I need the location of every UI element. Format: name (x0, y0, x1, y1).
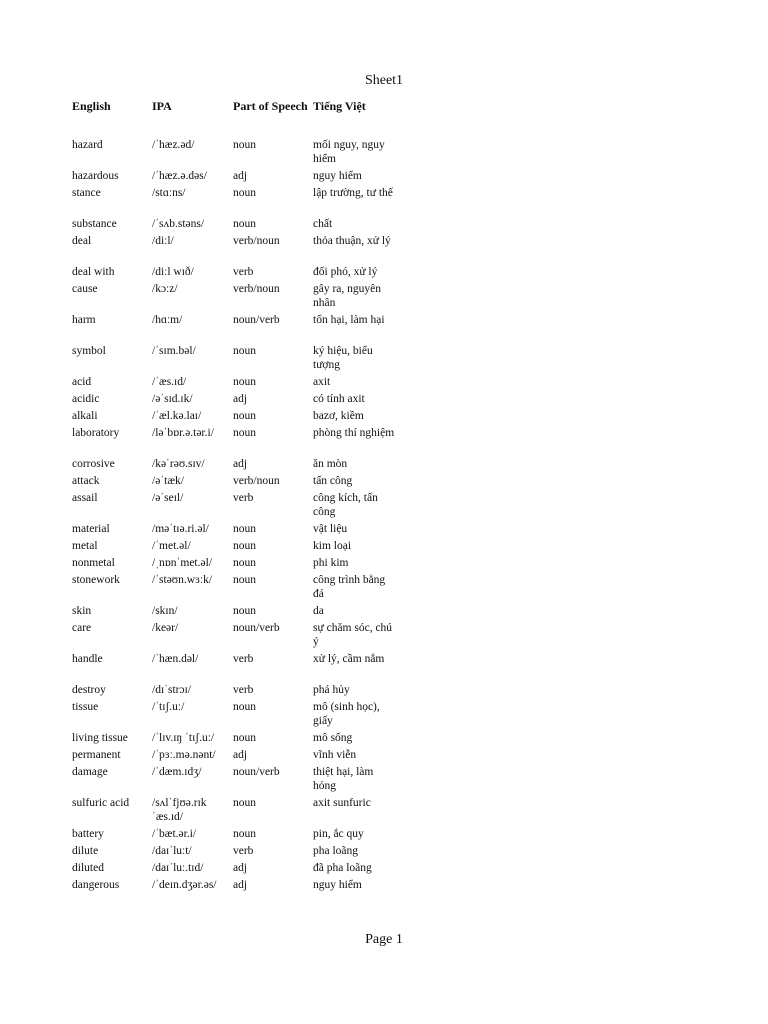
ipa-cell: /diːl wɪð/ (152, 266, 194, 278)
ipa-cell: /ˈpɜː.mə.nənt/ (152, 749, 216, 761)
vietnamese-cell: axit sunfuric (313, 797, 371, 809)
ipa-cell: /diːl/ (152, 235, 174, 247)
part-of-speech-cell: verb (233, 845, 254, 857)
table-row (72, 265, 402, 282)
table-row (72, 861, 402, 878)
vietnamese-cell: phá hủy (313, 684, 350, 696)
vietnamese-cell: nguy hiểm (313, 170, 362, 182)
english-cell: care (72, 622, 92, 634)
table-row (72, 683, 402, 700)
table-row (72, 652, 402, 683)
ipa-cell: /ˈæs.ɪd/ (152, 376, 187, 388)
table-row (72, 731, 402, 748)
ipa-cell: /ˈsɪm.bəl/ (152, 345, 196, 357)
table-row (72, 169, 402, 186)
part-of-speech-cell: verb (233, 492, 254, 504)
table-row (72, 234, 402, 265)
ipa-cell: /ləˈbɒr.ə.tər.i/ (152, 427, 214, 439)
part-of-speech-cell: noun (233, 187, 256, 199)
sheet-title: Sheet1 (364, 73, 404, 88)
part-of-speech-cell: adj (233, 170, 248, 182)
english-cell: harm (72, 314, 96, 326)
table-row (72, 556, 402, 573)
vietnamese-cell: vật liệu (313, 523, 348, 535)
ipa-cell: /ˈdeɪn.dʒər.əs/ (152, 879, 217, 891)
ipa-cell: /stɑːns/ (152, 187, 186, 199)
ipa-cell: /ˈhæn.dəl/ (152, 653, 199, 665)
vietnamese-cell: tấn công (313, 475, 353, 487)
ipa-cell: /ˈsʌb.stəns/ (152, 218, 205, 230)
table-row (72, 796, 402, 827)
part-of-speech-cell: adj (233, 862, 248, 874)
vietnamese-cell: phi kim (313, 557, 349, 569)
page-number: Page 1 (365, 932, 403, 947)
part-of-speech-cell: verb (233, 684, 254, 696)
part-of-speech-cell: noun/verb (233, 622, 280, 634)
vietnamese-cell: lập trường, tư thế (313, 187, 393, 199)
english-cell: corrosive (72, 458, 115, 470)
header-ipa: IPA (152, 99, 172, 113)
vietnamese-cell: mối nguy, nguy hiểm (313, 139, 385, 165)
ipa-cell: /ˈmet.əl/ (152, 540, 191, 552)
ipa-cell: /əˈtæk/ (152, 475, 184, 487)
ipa-cell: /ˈdæm.ɪdʒ/ (152, 766, 202, 778)
table-row (72, 186, 402, 217)
table-row (72, 700, 402, 731)
table-row (72, 409, 402, 426)
ipa-cell: /kəˈrəʊ.sɪv/ (152, 458, 205, 470)
table-row (72, 344, 402, 375)
ipa-cell: /ˈæl.kə.laɪ/ (152, 410, 202, 422)
table-row (72, 827, 402, 844)
ipa-cell: /ˈstəʊn.wɜːk/ (152, 574, 213, 586)
english-cell: symbol (72, 345, 106, 357)
vietnamese-cell: ăn mòn (313, 458, 348, 470)
part-of-speech-cell: noun (233, 427, 256, 439)
ipa-cell: /kɔːz/ (152, 283, 178, 295)
table-row (72, 474, 402, 491)
vietnamese-cell: pha loãng (313, 845, 359, 857)
english-cell: damage (72, 766, 108, 778)
english-cell: hazardous (72, 170, 119, 182)
table-row (72, 457, 402, 474)
english-cell: deal with (72, 266, 115, 278)
english-cell: stance (72, 187, 101, 199)
vietnamese-cell: có tính axit (313, 393, 365, 405)
part-of-speech-cell: noun (233, 797, 256, 809)
english-cell: permanent (72, 749, 121, 761)
table-row (72, 621, 402, 652)
english-cell: diluted (72, 862, 104, 874)
part-of-speech-cell: noun (233, 557, 256, 569)
english-cell: destroy (72, 684, 106, 696)
english-cell: material (72, 523, 110, 535)
english-cell: skin (72, 605, 92, 617)
ipa-cell: /daɪˈluːt/ (152, 845, 192, 857)
ipa-cell: /əˈsɪd.ɪk/ (152, 393, 193, 405)
english-cell: hazard (72, 139, 103, 151)
english-cell: battery (72, 828, 104, 840)
vietnamese-cell: công trình bằng đá (313, 574, 386, 600)
part-of-speech-cell: noun (233, 345, 256, 357)
table-row (72, 217, 402, 234)
ipa-cell: /ˈtɪʃ.uː/ (152, 701, 185, 713)
vietnamese-cell: axit (313, 376, 331, 388)
vietnamese-cell: vĩnh viễn (313, 749, 357, 761)
vietnamese-cell: pin, ắc quy (313, 828, 364, 840)
part-of-speech-cell: noun/verb (233, 314, 280, 326)
english-cell: deal (72, 235, 92, 247)
vietnamese-cell: phòng thí nghiệm (313, 427, 395, 439)
vietnamese-cell: nguy hiểm (313, 879, 362, 891)
vietnamese-cell: ký hiệu, biểu tượng (313, 345, 373, 371)
ipa-cell: /hɑːm/ (152, 314, 183, 326)
part-of-speech-cell: adj (233, 749, 248, 761)
english-cell: laboratory (72, 427, 120, 439)
table-row (72, 282, 402, 313)
vietnamese-cell: xử lý, cầm nắm (313, 653, 385, 665)
ipa-cell: /skɪn/ (152, 605, 178, 617)
english-cell: metal (72, 540, 98, 552)
ipa-cell: /ˈhæz.əd/ (152, 139, 195, 151)
table-row (72, 313, 402, 344)
table-row (72, 539, 402, 556)
english-cell: dilute (72, 845, 99, 857)
table-body (72, 138, 402, 895)
english-cell: substance (72, 218, 117, 230)
table-row (72, 491, 402, 522)
ipa-cell: /məˈtɪə.ri.əl/ (152, 523, 209, 535)
part-of-speech-cell: noun (233, 605, 256, 617)
english-cell: tissue (72, 701, 99, 713)
ipa-cell: /ˈbæt.ər.i/ (152, 828, 197, 840)
table-row (72, 138, 402, 169)
english-cell: sulfuric acid (72, 797, 130, 809)
vietnamese-cell: thiệt hại, làm hỏng (313, 766, 374, 792)
english-cell: acid (72, 376, 92, 388)
english-cell: alkali (72, 410, 98, 422)
vietnamese-cell: thỏa thuận, xử lý (313, 235, 391, 247)
ipa-cell: /daɪˈluː.tɪd/ (152, 862, 204, 874)
part-of-speech-cell: noun (233, 376, 256, 388)
vietnamese-cell: sự chăm sóc, chú ý (313, 622, 393, 648)
vietnamese-cell: đã pha loãng (313, 862, 372, 874)
table-row (72, 426, 402, 457)
english-cell: stonework (72, 574, 120, 586)
table-row (72, 375, 402, 392)
vietnamese-cell: da (313, 605, 324, 617)
header-english: English (72, 99, 111, 113)
ipa-cell: /keər/ (152, 622, 179, 634)
vietnamese-cell: mô (sinh học), giấy (313, 701, 380, 727)
table-row (72, 522, 402, 539)
part-of-speech-cell: noun (233, 701, 256, 713)
part-of-speech-cell: verb/noun (233, 235, 280, 247)
table-row (72, 573, 402, 604)
english-cell: attack (72, 475, 100, 487)
part-of-speech-cell: noun (233, 523, 256, 535)
part-of-speech-cell: noun/verb (233, 766, 280, 778)
ipa-cell: /ˌnɒnˈmet.əl/ (152, 557, 212, 569)
part-of-speech-cell: adj (233, 393, 248, 405)
english-cell: living tissue (72, 732, 128, 744)
vietnamese-cell: kim loại (313, 540, 352, 552)
english-cell: assail (72, 492, 98, 504)
header-part-of-speech: Part of Speech (233, 99, 308, 113)
part-of-speech-cell: noun (233, 574, 256, 586)
english-cell: handle (72, 653, 103, 665)
english-cell: acidic (72, 393, 100, 405)
part-of-speech-cell: verb (233, 266, 254, 278)
header-vietnamese: Tiếng Việt (313, 99, 366, 113)
table-row (72, 765, 402, 796)
ipa-cell: /dɪˈstrɔɪ/ (152, 684, 191, 696)
table-header-row (72, 99, 402, 138)
ipa-cell: /ˈlɪv.ɪŋ ˈtɪʃ.uː/ (152, 732, 215, 744)
part-of-speech-cell: noun (233, 540, 256, 552)
part-of-speech-cell: noun (233, 218, 256, 230)
vietnamese-cell: chất (313, 218, 333, 230)
vietnamese-cell: tổn hại, làm hại (313, 314, 385, 326)
part-of-speech-cell: verb/noun (233, 475, 280, 487)
vietnamese-cell: bazơ, kiềm (313, 410, 364, 422)
table-row (72, 748, 402, 765)
part-of-speech-cell: adj (233, 458, 248, 470)
vietnamese-cell: mô sống (313, 732, 353, 744)
english-cell: cause (72, 283, 98, 295)
part-of-speech-cell: noun (233, 410, 256, 422)
vietnamese-cell: đối phó, xử lý (313, 266, 378, 278)
part-of-speech-cell: verb (233, 653, 254, 665)
part-of-speech-cell: noun (233, 732, 256, 744)
table-row (72, 878, 402, 895)
english-cell: dangerous (72, 879, 120, 891)
english-cell: nonmetal (72, 557, 115, 569)
part-of-speech-cell: noun (233, 139, 256, 151)
table-row (72, 844, 402, 861)
ipa-cell: /əˈseɪl/ (152, 492, 184, 504)
ipa-cell: /ˈhæz.ə.dəs/ (152, 170, 207, 182)
vocabulary-table (72, 99, 402, 895)
table-row (72, 392, 402, 409)
ipa-cell: /sʌlˈfjʊə.rɪk ˈæs.ɪd/ (152, 797, 207, 823)
table-row (72, 604, 402, 621)
vietnamese-cell: công kích, tấn công (313, 492, 378, 518)
part-of-speech-cell: verb/noun (233, 283, 280, 295)
part-of-speech-cell: noun (233, 828, 256, 840)
vietnamese-cell: gây ra, nguyên nhân (313, 283, 382, 309)
part-of-speech-cell: adj (233, 879, 248, 891)
